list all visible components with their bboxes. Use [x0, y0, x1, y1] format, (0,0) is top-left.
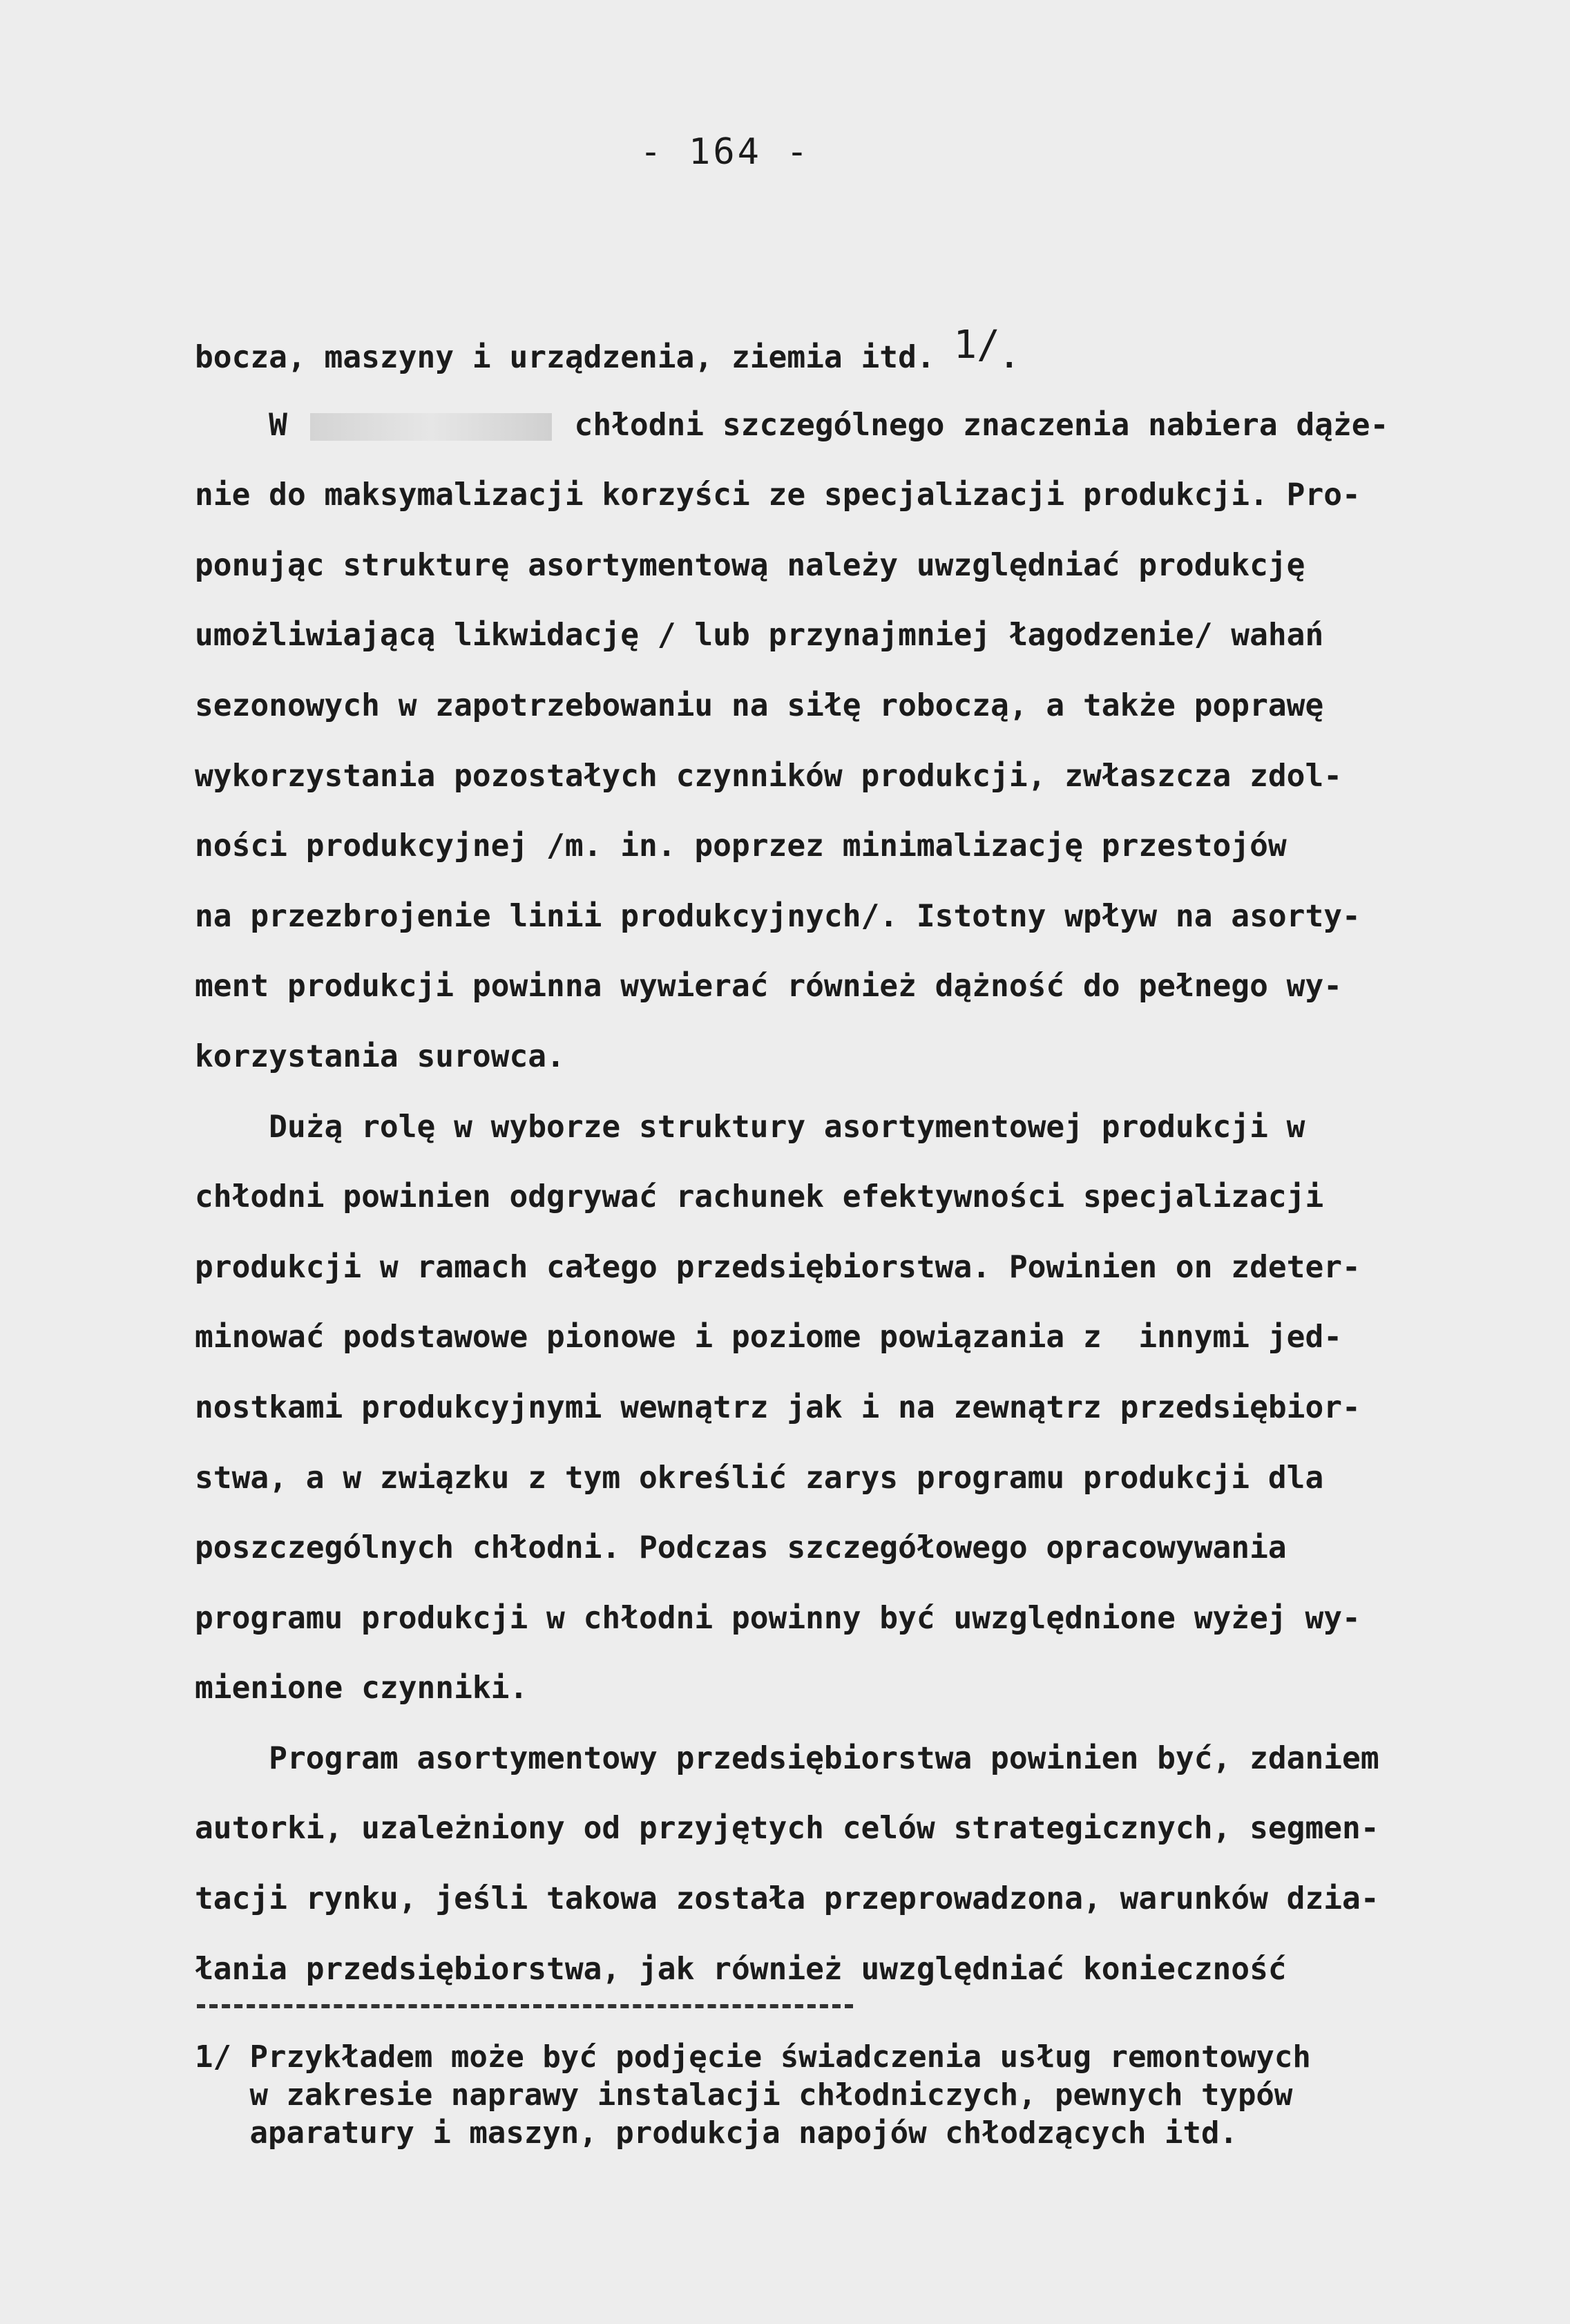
- text-line: sezonowych w zapotrzebowaniu na siłę roboczą, a także poprawę: [195, 687, 1324, 723]
- text-line-content: chłodni szczególnego znaczenia nabiera dąże-: [555, 407, 1389, 443]
- text-line: [195, 390, 1549, 461]
- text-line: [195, 320, 1549, 390]
- text-line: programu produkcji w chłodni powinny być uwzględnione wyżej wy-: [195, 1600, 1361, 1636]
- text-line-content: bocza, maszyny i urządzenia, ziemia itd.: [195, 340, 954, 375]
- text-line: nostkami produkcyjnymi wewnątrz jak i na zewnątrz przedsiębior-: [195, 1389, 1361, 1425]
- text-line: autorki, uzależniony od przyjętych celów strategicznych, segmen-: [195, 1811, 1379, 1847]
- text-line: Program asortymentowy przedsiębiorstwa powinien być, zdaniem: [195, 1740, 1379, 1776]
- text-line: stwa, a w związku z tym określić zarys programu produkcji dla: [195, 1460, 1324, 1496]
- text-line: produkcji w ramach całego przedsiębiorstwa. Powinien on zdeter-: [195, 1249, 1361, 1285]
- footnote-line: aparatury i maszyn, produkcja napojów chłodzących itd.: [195, 2115, 1238, 2151]
- footnote-line: 1/ Przykładem może być podjęcie świadczenia usług remontowych: [195, 2039, 1311, 2075]
- text-line: poszczególnych chłodni. Podczas szczegółowego opracowywania: [195, 1530, 1287, 1566]
- text-line: mienione czynniki.: [195, 1670, 528, 1706]
- text-line-content: W: [195, 407, 306, 443]
- text-line: wykorzystania pozostałych czynników produkcji, zwłaszcza zdol-: [195, 758, 1343, 794]
- text-line: nie do maksymalizacji korzyści ze specjalizacji produkcji. Pro-: [195, 477, 1361, 513]
- footnote-line: w zakresie naprawy instalacji chłodniczych, pewnych typów: [195, 2077, 1293, 2113]
- text-line: na przezbrojenie linii produkcyjnych/. Istotny wpływ na asorty-: [195, 898, 1361, 934]
- page-number: - 164 -: [640, 131, 811, 173]
- text-line: minować podstawowe pionowe i poziome powiązania z innymi jed-: [195, 1320, 1343, 1355]
- footnote-divider: [197, 2004, 853, 2008]
- footnote-reference: 1/: [953, 323, 1000, 368]
- punctuation: .: [999, 340, 1019, 375]
- text-line: umożliwiającą likwidację / lub przynajmniej łagodzenie/ wahań: [195, 618, 1324, 654]
- footnote: [195, 2038, 1549, 2152]
- text-line: łania przedsiębiorstwa, jak również uwzględniać konieczność: [195, 1951, 1287, 1987]
- text-line: ności produkcyjnej /m. in. poprzez minimalizację przestojów: [195, 828, 1287, 864]
- text-line: chłodni powinien odgrywać rachunek efektywności specjalizacji: [195, 1179, 1324, 1215]
- text-line: korzystania surowca.: [195, 1038, 565, 1074]
- body-text: [195, 320, 1549, 2004]
- text-line: ment produkcji powinna wywierać również dążność do pełnego wy-: [195, 969, 1343, 1004]
- text-line: ponując strukturę asortymentową należy uwzględniać produkcję: [195, 547, 1305, 583]
- text-line: tacji rynku, jeśli takowa została przeprowadzona, warunków dzia-: [195, 1881, 1379, 1917]
- redacted-word: [310, 413, 552, 441]
- text-line: Dużą rolę w wyborze struktury asortymentowej produkcji w: [195, 1109, 1305, 1145]
